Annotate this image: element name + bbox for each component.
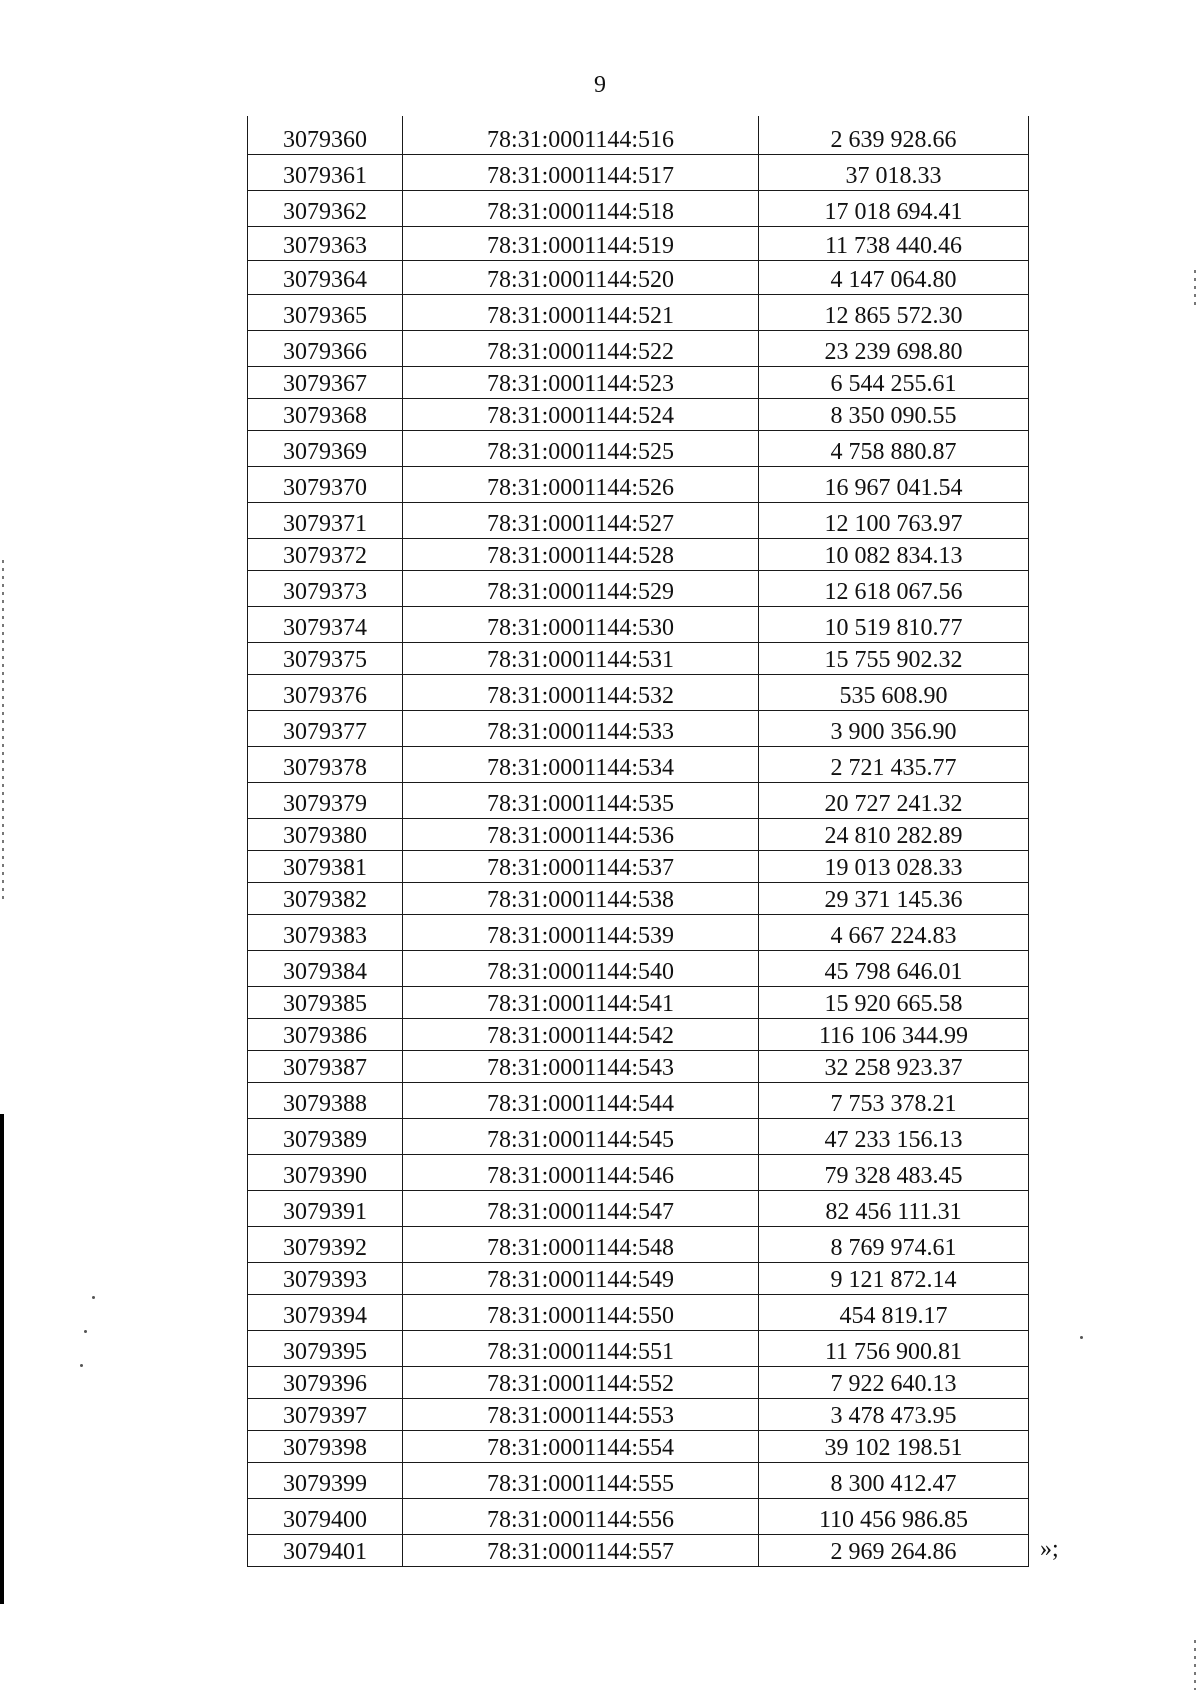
table-row — [248, 782, 1029, 818]
cadastral-number-cell: 78:31:0001144:522 — [403, 330, 759, 366]
cadastral-number-cell: 78:31:0001144:538 — [403, 882, 759, 914]
cadastral-value-cell: 3 900 356.90 — [759, 710, 1029, 746]
cadastral-value-cell: 10 519 810.77 — [759, 606, 1029, 642]
cadastral-number-cell: 78:31:0001144:530 — [403, 606, 759, 642]
cadastral-value-cell: 24 810 282.89 — [759, 818, 1029, 850]
table-row — [248, 746, 1029, 782]
row-id-cell: 3079389 — [248, 1118, 403, 1154]
cadastral-number-cell: 78:31:0001144:534 — [403, 746, 759, 782]
table-row — [248, 570, 1029, 606]
table-row — [248, 818, 1029, 850]
cadastral-value-cell: 16 967 041.54 — [759, 466, 1029, 502]
table-row — [248, 1018, 1029, 1050]
cadastral-number-cell: 78:31:0001144:550 — [403, 1294, 759, 1330]
cadastral-value-cell: 12 618 067.56 — [759, 570, 1029, 606]
cadastral-number-cell: 78:31:0001144:549 — [403, 1262, 759, 1294]
table-row — [248, 1462, 1029, 1498]
table-row — [248, 1226, 1029, 1262]
row-id-cell: 3079361 — [248, 154, 403, 190]
table-row — [248, 914, 1029, 950]
cadastral-value-cell: 23 239 698.80 — [759, 330, 1029, 366]
cadastral-number-cell: 78:31:0001144:524 — [403, 398, 759, 430]
cadastral-value-cell: 11 756 900.81 — [759, 1330, 1029, 1366]
cadastral-value-cell: 8 350 090.55 — [759, 398, 1029, 430]
row-id-cell: 3079387 — [248, 1050, 403, 1082]
cadastral-number-cell: 78:31:0001144:551 — [403, 1330, 759, 1366]
cadastral-number-cell: 78:31:0001144:521 — [403, 294, 759, 330]
table-row — [248, 190, 1029, 226]
row-id-cell: 3079371 — [248, 502, 403, 538]
row-id-cell: 3079388 — [248, 1082, 403, 1118]
cadastral-value-cell: 12 100 763.97 — [759, 502, 1029, 538]
cadastral-number-cell: 78:31:0001144:547 — [403, 1190, 759, 1226]
row-id-cell: 3079392 — [248, 1226, 403, 1262]
table-row — [248, 1294, 1029, 1330]
cadastral-value-cell: 2 639 928.66 — [759, 116, 1029, 154]
table-row — [248, 850, 1029, 882]
row-id-cell: 3079384 — [248, 950, 403, 986]
table-row — [248, 154, 1029, 190]
scan-speck — [1080, 1336, 1083, 1339]
row-id-cell: 3079401 — [248, 1534, 403, 1566]
table-row — [248, 466, 1029, 502]
cadastral-number-cell: 78:31:0001144:539 — [403, 914, 759, 950]
cadastral-value-cell: 7 753 378.21 — [759, 1082, 1029, 1118]
table-row — [248, 330, 1029, 366]
cadastral-number-cell: 78:31:0001144:556 — [403, 1498, 759, 1534]
table-row — [248, 1498, 1029, 1534]
cadastral-number-cell: 78:31:0001144:519 — [403, 226, 759, 260]
scan-speck — [92, 1296, 95, 1299]
cadastral-number-cell: 78:31:0001144:528 — [403, 538, 759, 570]
row-id-cell: 3079396 — [248, 1366, 403, 1398]
cadastral-value-cell: 15 755 902.32 — [759, 642, 1029, 674]
cadastral-number-cell: 78:31:0001144:544 — [403, 1082, 759, 1118]
table-row — [248, 1430, 1029, 1462]
table-row — [248, 502, 1029, 538]
row-id-cell: 3079365 — [248, 294, 403, 330]
row-id-cell: 3079394 — [248, 1294, 403, 1330]
table-row — [248, 1118, 1029, 1154]
scan-edge-bar — [0, 1114, 4, 1604]
table-row — [248, 116, 1029, 154]
row-id-cell: 3079383 — [248, 914, 403, 950]
cadastral-number-cell: 78:31:0001144:555 — [403, 1462, 759, 1498]
cadastral-value-cell: 535 608.90 — [759, 674, 1029, 710]
table-row — [248, 366, 1029, 398]
table-row — [248, 430, 1029, 466]
row-id-cell: 3079391 — [248, 1190, 403, 1226]
cadastral-value-cell: 37 018.33 — [759, 154, 1029, 190]
row-id-cell: 3079376 — [248, 674, 403, 710]
row-id-cell: 3079399 — [248, 1462, 403, 1498]
cadastral-value-cell: 4 758 880.87 — [759, 430, 1029, 466]
row-id-cell: 3079400 — [248, 1498, 403, 1534]
table-row — [248, 1154, 1029, 1190]
row-id-cell: 3079390 — [248, 1154, 403, 1190]
cadastral-value-cell: 20 727 241.32 — [759, 782, 1029, 818]
cadastral-number-cell: 78:31:0001144:516 — [403, 116, 759, 154]
row-id-cell: 3079377 — [248, 710, 403, 746]
row-id-cell: 3079397 — [248, 1398, 403, 1430]
table-row — [248, 1190, 1029, 1226]
cadastral-value-cell: 4 147 064.80 — [759, 260, 1029, 294]
cadastral-value-table — [247, 116, 1029, 1567]
cadastral-number-cell: 78:31:0001144:526 — [403, 466, 759, 502]
scan-edge-dots — [1194, 1640, 1196, 1690]
cadastral-value-cell: 110 456 986.85 — [759, 1498, 1029, 1534]
cadastral-value-cell: 29 371 145.36 — [759, 882, 1029, 914]
row-id-cell: 3079385 — [248, 986, 403, 1018]
cadastral-number-cell: 78:31:0001144:537 — [403, 850, 759, 882]
table-row — [248, 1082, 1029, 1118]
cadastral-number-cell: 78:31:0001144:520 — [403, 260, 759, 294]
cadastral-value-cell: 2 969 264.86 — [759, 1534, 1029, 1566]
table-row — [248, 1366, 1029, 1398]
scan-edge-dots — [1194, 270, 1196, 310]
row-id-cell: 3079363 — [248, 226, 403, 260]
row-id-cell: 3079382 — [248, 882, 403, 914]
cadastral-value-cell: 79 328 483.45 — [759, 1154, 1029, 1190]
cadastral-value-cell: 4 667 224.83 — [759, 914, 1029, 950]
row-id-cell: 3079379 — [248, 782, 403, 818]
cadastral-number-cell: 78:31:0001144:554 — [403, 1430, 759, 1462]
scan-speck — [84, 1330, 87, 1333]
row-id-cell: 3079362 — [248, 190, 403, 226]
table-row — [248, 538, 1029, 570]
row-id-cell: 3079386 — [248, 1018, 403, 1050]
cadastral-value-cell: 19 013 028.33 — [759, 850, 1029, 882]
row-id-cell: 3079378 — [248, 746, 403, 782]
cadastral-value-cell: 2 721 435.77 — [759, 746, 1029, 782]
cadastral-number-cell: 78:31:0001144:523 — [403, 366, 759, 398]
row-id-cell: 3079381 — [248, 850, 403, 882]
table-row — [248, 606, 1029, 642]
cadastral-number-cell: 78:31:0001144:543 — [403, 1050, 759, 1082]
cadastral-number-cell: 78:31:0001144:529 — [403, 570, 759, 606]
row-id-cell: 3079373 — [248, 570, 403, 606]
table-row — [248, 1398, 1029, 1430]
row-id-cell: 3079368 — [248, 398, 403, 430]
page-number: 9 — [594, 72, 606, 98]
cadastral-value-cell: 11 738 440.46 — [759, 226, 1029, 260]
row-id-cell: 3079369 — [248, 430, 403, 466]
cadastral-value-cell: 45 798 646.01 — [759, 950, 1029, 986]
cadastral-value-cell: 82 456 111.31 — [759, 1190, 1029, 1226]
cadastral-number-cell: 78:31:0001144:545 — [403, 1118, 759, 1154]
table-row — [248, 1050, 1029, 1082]
cadastral-number-cell: 78:31:0001144:525 — [403, 430, 759, 466]
table-row — [248, 398, 1029, 430]
cadastral-value-cell: 17 018 694.41 — [759, 190, 1029, 226]
cadastral-number-cell: 78:31:0001144:532 — [403, 674, 759, 710]
cadastral-number-cell: 78:31:0001144:552 — [403, 1366, 759, 1398]
closing-quote-mark: »; — [1040, 1536, 1059, 1562]
cadastral-number-cell: 78:31:0001144:517 — [403, 154, 759, 190]
cadastral-value-cell: 47 233 156.13 — [759, 1118, 1029, 1154]
cadastral-number-cell: 78:31:0001144:535 — [403, 782, 759, 818]
table-body — [248, 116, 1029, 1566]
cadastral-value-cell: 10 082 834.13 — [759, 538, 1029, 570]
table-row — [248, 226, 1029, 260]
cadastral-value-cell: 7 922 640.13 — [759, 1366, 1029, 1398]
table-row — [248, 642, 1029, 674]
table-row — [248, 882, 1029, 914]
cadastral-number-cell: 78:31:0001144:533 — [403, 710, 759, 746]
row-id-cell: 3079393 — [248, 1262, 403, 1294]
table-row — [248, 260, 1029, 294]
row-id-cell: 3079375 — [248, 642, 403, 674]
cadastral-value-cell: 454 819.17 — [759, 1294, 1029, 1330]
cadastral-number-cell: 78:31:0001144:518 — [403, 190, 759, 226]
cadastral-value-cell: 6 544 255.61 — [759, 366, 1029, 398]
cadastral-number-cell: 78:31:0001144:548 — [403, 1226, 759, 1262]
cadastral-value-cell: 32 258 923.37 — [759, 1050, 1029, 1082]
row-id-cell: 3079398 — [248, 1430, 403, 1462]
cadastral-value-cell: 15 920 665.58 — [759, 986, 1029, 1018]
table-row — [248, 1330, 1029, 1366]
row-id-cell: 3079360 — [248, 116, 403, 154]
scan-speck — [80, 1364, 83, 1367]
table-row — [248, 1534, 1029, 1566]
cadastral-number-cell: 78:31:0001144:546 — [403, 1154, 759, 1190]
cadastral-value-cell: 39 102 198.51 — [759, 1430, 1029, 1462]
cadastral-number-cell: 78:31:0001144:527 — [403, 502, 759, 538]
cadastral-value-cell: 116 106 344.99 — [759, 1018, 1029, 1050]
table-row — [248, 986, 1029, 1018]
table-row — [248, 710, 1029, 746]
cadastral-number-cell: 78:31:0001144:536 — [403, 818, 759, 850]
cadastral-number-cell: 78:31:0001144:553 — [403, 1398, 759, 1430]
cadastral-number-cell: 78:31:0001144:557 — [403, 1534, 759, 1566]
row-id-cell: 3079364 — [248, 260, 403, 294]
cadastral-value-cell: 12 865 572.30 — [759, 294, 1029, 330]
cadastral-number-cell: 78:31:0001144:531 — [403, 642, 759, 674]
cadastral-number-cell: 78:31:0001144:542 — [403, 1018, 759, 1050]
table-row — [248, 950, 1029, 986]
table-row — [248, 674, 1029, 710]
table-row — [248, 294, 1029, 330]
table-row — [248, 1262, 1029, 1294]
row-id-cell: 3079370 — [248, 466, 403, 502]
row-id-cell: 3079366 — [248, 330, 403, 366]
scan-edge-dots — [2, 560, 4, 900]
cadastral-value-cell: 8 769 974.61 — [759, 1226, 1029, 1262]
cadastral-number-cell: 78:31:0001144:540 — [403, 950, 759, 986]
row-id-cell: 3079374 — [248, 606, 403, 642]
row-id-cell: 3079372 — [248, 538, 403, 570]
cadastral-value-cell: 3 478 473.95 — [759, 1398, 1029, 1430]
row-id-cell: 3079367 — [248, 366, 403, 398]
row-id-cell: 3079395 — [248, 1330, 403, 1366]
cadastral-value-cell: 8 300 412.47 — [759, 1462, 1029, 1498]
row-id-cell: 3079380 — [248, 818, 403, 850]
cadastral-value-cell: 9 121 872.14 — [759, 1262, 1029, 1294]
cadastral-number-cell: 78:31:0001144:541 — [403, 986, 759, 1018]
